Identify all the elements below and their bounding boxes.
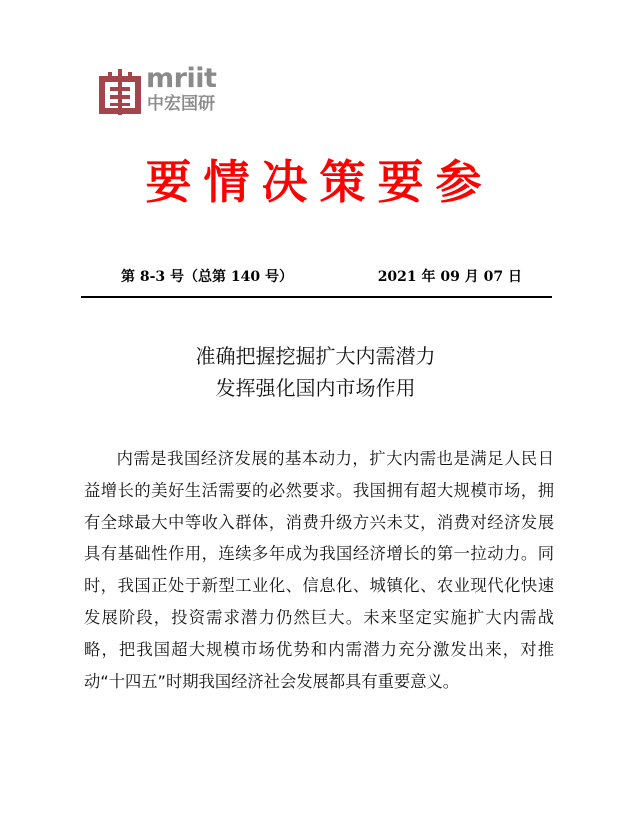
article-title-line-2: 发挥强化国内市场作用 xyxy=(215,376,416,400)
mriit-logo-icon xyxy=(98,68,142,116)
issue-number: 第 8-3 号（总第 140 号） xyxy=(121,269,294,285)
issue-date: 2021 年 09 月 07 日 xyxy=(377,269,522,285)
article-title-line-1: 准确把握挖掘扩大内需潜力 xyxy=(195,344,436,368)
header-divider xyxy=(81,296,552,298)
article-title xyxy=(0,340,631,404)
logo xyxy=(98,63,228,116)
article-body: 内需是我国经济发展的基本动力，扩大内需也是满足人民日益增长的美好生活需要的必然要求。我国拥有超大规模市场，拥有全球最大中等收入群体，消费升级方兴未艾，消费对经济发展具有基础性作用，连续多年成为我国经济增长的第一拉动力。同时，我国正处于新型工业化、信息化、城镇化、农业现代化快速发展阶段，投资需求潜力仍然巨大。未来坚定实施扩大内需战略，把我国超大规模市场优势和内需潜力充分激发出来，对推动“十四五”时期我国经济社会发展都具有重要意义。 xyxy=(84,449,554,691)
logo-wordmark-en: mriit xyxy=(146,63,217,94)
masthead-title: 要情决策要参 xyxy=(145,155,494,209)
logo-wordmark-cn: 中宏国研 xyxy=(147,94,215,114)
